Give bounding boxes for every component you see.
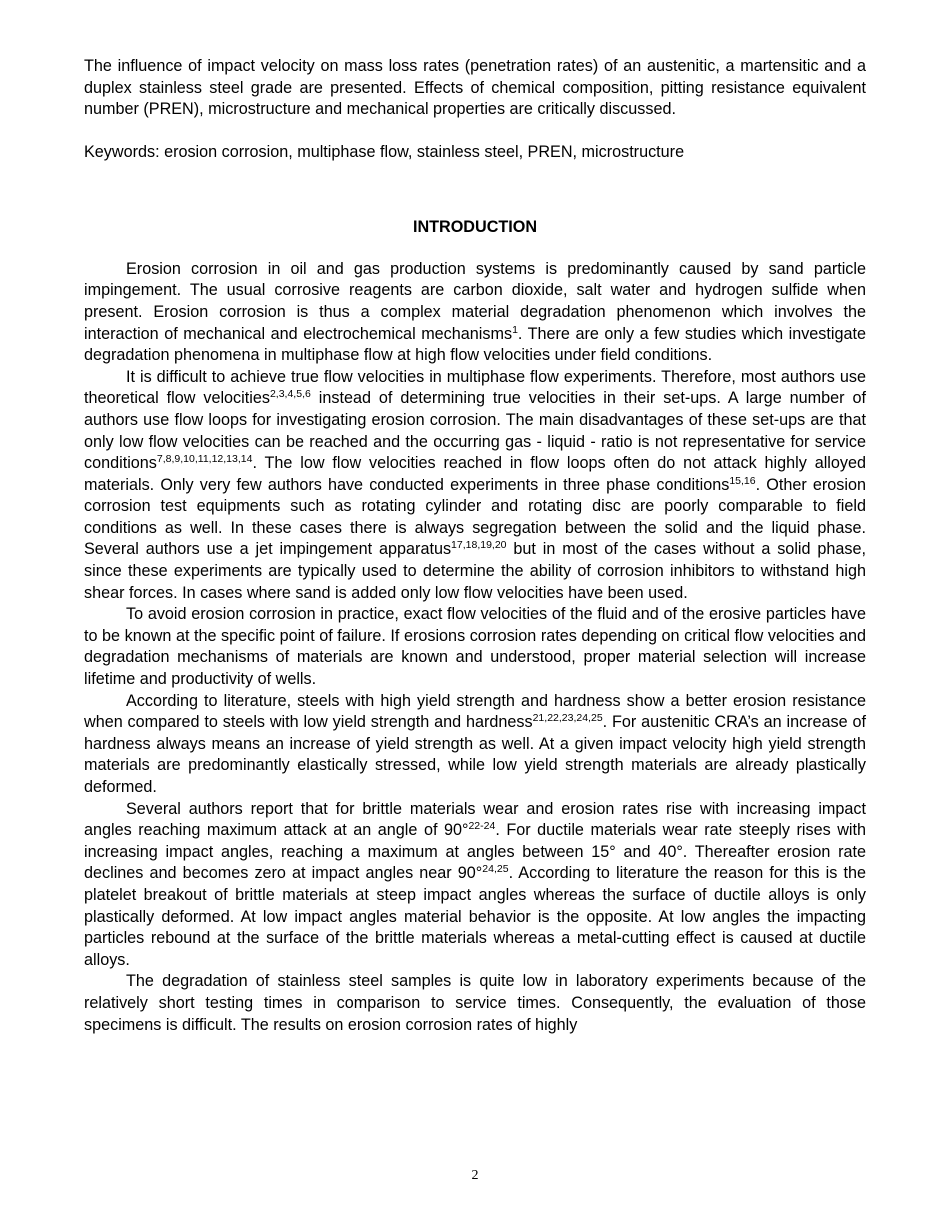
citation-superscript: 24,25 <box>482 863 509 876</box>
paragraph-text: . For austenitic CRA’s an increase of hardness always means an increase of yield strength as well. At a given impact velocity high yield strength materials are predominantly elastically stressed, while low yield strength materials are already plastically deformed. <box>84 713 867 796</box>
citation-superscript: 7,8,9,10,11,12,13,14 <box>156 453 253 466</box>
paragraph-text: . For ductile materials wear rate steeply rises with increasing impact angles, reaching a maximum at angles between 15° and 40°. Thereafter erosion rate declines and becomes zero at impact angles near 90° <box>84 821 867 883</box>
citation-superscript: 15,16 <box>729 474 756 487</box>
paragraph-text: . There are only a few studies which investigate degradation phenomena in multiphase flow at high flow velocities under field conditions. <box>84 324 867 365</box>
intro-paragraph-1 <box>84 259 866 367</box>
spacer <box>84 239 866 259</box>
paragraph-text: Several authors report that for brittle materials wear and erosion rates rise with increasing impact angles reaching maximum attack at an angle of 90° <box>84 799 866 840</box>
intro-paragraph-3: To avoid erosion corrosion in practice, exact flow velocities of the fluid and of the erosive particles have to be known at the specific point of failure. If erosions corrosion rates depending on critical flow velocities and degradation mechanisms of materials are known and understood, proper material selection will increase lifetime and productivity of wells. <box>84 605 866 689</box>
citation-superscript: 1 <box>512 323 518 336</box>
intro-paragraph-2 <box>84 367 866 605</box>
intro-paragraph-5 <box>84 799 866 972</box>
paragraph-text: It is difficult to achieve true flow velocities in multiphase flow experiments. Therefore, most authors use theoretical flow velocities <box>84 367 866 408</box>
citation-superscript: 17,18,19,20 <box>451 539 507 552</box>
paragraph-text: but in most of the cases without a solid phase, since these experiments are typically used to determine the ability of corrosion inhibitors to withstand high shear forces. In cases where sand is added only low flow velocities have been used. <box>84 540 866 602</box>
spacer <box>84 164 866 207</box>
paragraph-text: . Other erosion corrosion test equipments such as rotating cylinder and rotating disc are poorly comparable to field conditions as well. In these cases there is always segregation between the solid and the liquid phase. Several authors use a jet impingement apparatus <box>84 475 866 559</box>
citation-superscript: 21,22,23,24,25 <box>532 712 603 725</box>
page-body <box>84 56 866 1036</box>
paragraph-text: Erosion corrosion in oil and gas production systems is predominantly caused by sand particle impingement. The usual corrosive reagents are carbon dioxide, salt water and hydrogen sulfide when present. Erosion corrosion is thus a complex material degradation phenomenon which involves the interaction of mechanical and electrochemical mechanisms <box>84 259 866 343</box>
paragraph-text: . According to literature the reason for this is the platelet breakout of brittle materials at steep impact angles whereas the surface of ductile alloys is only plastically deformed. At low impact angles material behavior is the opposite. At low angles the impacting particles rebound at the surface of the brittle materials whereas a metal-cutting effect is caused at ductile alloys. <box>84 864 866 969</box>
spacer <box>84 207 866 217</box>
intro-paragraph-4 <box>84 691 866 799</box>
paragraph-text: instead of determining true velocities in their set-ups. A large number of authors use flow loops for investigating erosion corrosion. The main disadvantages of these set-ups are that only low flow velocities can be reached and the occurring gas - liquid - ratio is not representative for service conditions <box>84 389 867 473</box>
page-number: 2 <box>471 1168 479 1183</box>
paragraph-text: . The low flow velocities reached in flow loops often do not attack highly alloyed materials. Only very few authors have conducted experiments in three phase conditions <box>84 454 866 494</box>
intro-paragraph-6: The degradation of stainless steel samples is quite low in laboratory experiments because of the relatively short testing times in comparison to service times. Consequently, the evaluation of those specimens is difficult. The results on erosion corrosion rates of highly <box>84 972 866 1034</box>
keywords-line: Keywords: erosion corrosion, multiphase flow, stainless steel, PREN, microstructure <box>84 143 685 162</box>
section-heading: INTRODUCTION <box>412 218 538 237</box>
paragraph-text: According to literature, steels with high yield strength and hardness show a better erosion resistance when compared to steels with low yield strength and hardness <box>84 691 866 732</box>
citation-superscript: 22-24 <box>468 820 496 833</box>
spacer <box>84 121 866 143</box>
abstract-paragraph: The influence of impact velocity on mass loss rates (penetration rates) of an austenitic, a martensitic and a duplex stainless steel grade are presented. Effects of chemical composition, pitting resistance equivalent number (PREN), microstructure and mechanical properties are critically discussed. <box>84 57 866 119</box>
citation-superscript: 2,3,4,5,6 <box>269 388 311 401</box>
